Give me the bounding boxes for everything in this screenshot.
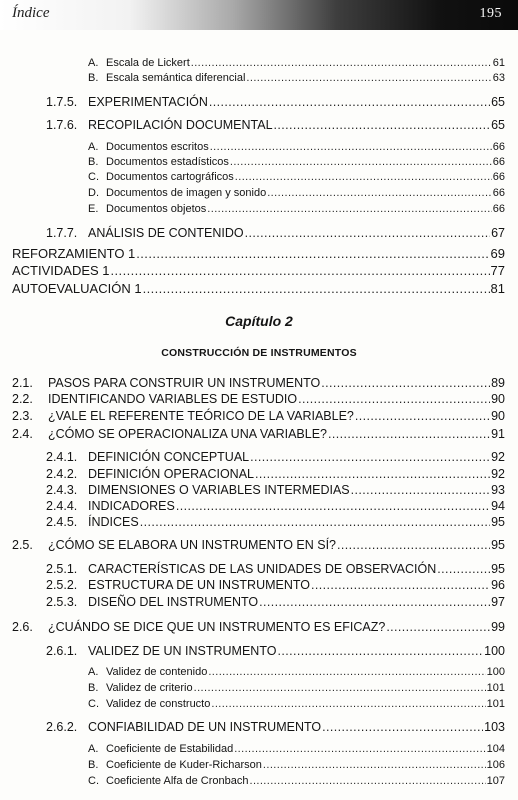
- page-header: [0, 0, 518, 30]
- toc-entry-title: Coeficiente Alfa de Cronbach: [106, 775, 249, 787]
- toc-entry-title: AUTOEVALUACIÓN 1: [12, 281, 142, 296]
- toc-entry-page: 63: [492, 72, 505, 84]
- toc-entry-page: 101: [486, 698, 505, 710]
- toc-entry-title: Escala semántica diferencial: [106, 72, 246, 84]
- toc-entry-title: Validez de constructo: [106, 698, 211, 710]
- toc-entry-page: 106: [486, 759, 505, 771]
- toc-entry-title: Validez de contenido: [106, 666, 208, 678]
- toc-entry-title: ¿VALE EL REFERENTE TEÓRICO DE LA VARIABLE?: [48, 409, 354, 423]
- toc-entry-number: B.: [88, 156, 99, 168]
- toc-entry-number: 1.7.5.: [46, 95, 78, 109]
- toc-entry-title: VALIDEZ DE UN INSTRUMENTO: [88, 644, 277, 658]
- toc-entry-page: 66: [492, 171, 505, 183]
- dot-leader: [211, 697, 485, 711]
- toc-entry-number: 2.5.: [12, 538, 33, 552]
- toc-entry: [88, 665, 505, 679]
- toc-entry-title: Validez de criterio: [106, 682, 193, 694]
- toc-entry: [88, 170, 505, 184]
- toc-entry-title: DEFINICIÓN CONCEPTUAL: [88, 450, 250, 464]
- toc-entry: [88, 774, 505, 788]
- dot-leader: [355, 408, 490, 424]
- dot-leader: [194, 681, 486, 695]
- toc-entry-page: 81: [490, 281, 505, 296]
- toc-entry-page: 66: [492, 203, 505, 215]
- dot-leader: [321, 375, 490, 391]
- dot-leader: [386, 619, 490, 635]
- toc-entry-title: CONFIABILIDAD DE UN INSTRUMENTO: [88, 720, 322, 734]
- toc-entry-page: 61: [492, 57, 505, 69]
- toc-entry: [46, 719, 505, 735]
- toc-entry-title: INDICADORES: [88, 499, 175, 513]
- toc-entry-page: 94: [491, 499, 505, 513]
- toc-entry-number: A.: [88, 57, 99, 69]
- toc-entry-title: ACTIVIDADES 1: [12, 263, 110, 278]
- toc-entry-title: ¿CÓMO SE OPERACIONALIZA UNA VARIABLE?: [48, 427, 328, 441]
- chapter-title: Capítulo 2: [225, 313, 293, 329]
- toc-entry: [12, 391, 505, 407]
- toc-entry-page: 100: [484, 644, 505, 658]
- header-title: Índice: [12, 5, 50, 21]
- toc-entry-page: 67: [491, 226, 505, 240]
- toc-entry: [46, 482, 505, 498]
- toc-entry: [88, 697, 505, 711]
- toc-entry: [88, 202, 505, 216]
- header-page-number: 195: [479, 6, 502, 21]
- toc-entry-title: Documentos cartográficos: [106, 171, 234, 183]
- toc-entry-title: DISEÑO DEL INSTRUMENTO: [88, 595, 259, 609]
- toc-entry-number: 2.6.2.: [46, 720, 78, 734]
- dot-leader: [111, 263, 490, 279]
- toc-entry-title: DEFINICIÓN OPERACIONAL: [88, 467, 254, 481]
- toc-entry-number: 2.4.4.: [46, 499, 78, 513]
- dot-leader: [249, 774, 485, 788]
- dot-leader: [255, 466, 490, 482]
- toc-entry-page: 97: [491, 595, 505, 609]
- toc-entry-page: 89: [491, 376, 505, 390]
- toc-entry: [88, 71, 505, 85]
- toc-entry-number: 2.4.5.: [46, 515, 78, 529]
- toc-entry: [46, 594, 505, 610]
- toc-entry-page: 104: [486, 743, 505, 755]
- toc-entry: [88, 758, 505, 772]
- toc-entry-page: 103: [484, 720, 505, 734]
- toc-entry: [46, 94, 505, 110]
- dot-leader: [311, 577, 490, 593]
- toc-entry-number: E.: [88, 203, 99, 215]
- dot-leader: [140, 514, 490, 530]
- dot-leader: [263, 758, 486, 772]
- toc-entry-page: 65: [491, 118, 505, 132]
- toc-entry-number: 2.2.: [12, 392, 33, 406]
- dot-leader: [298, 391, 490, 407]
- toc-entry: [46, 498, 505, 514]
- toc-entry-title: Documentos escritos: [106, 141, 209, 153]
- dot-leader: [230, 155, 492, 169]
- toc-entry-page: 107: [486, 775, 505, 787]
- toc-entry: [88, 155, 505, 169]
- dot-leader: [136, 246, 489, 262]
- toc-entry: [12, 408, 505, 424]
- dot-leader: [208, 665, 485, 679]
- toc-entry: [12, 537, 505, 553]
- dot-leader: [209, 94, 490, 110]
- dot-leader: [250, 449, 490, 465]
- toc-entry-title: PASOS PARA CONSTRUIR UN INSTRUMENTO: [48, 376, 321, 390]
- toc-entry-number: C.: [88, 775, 99, 787]
- toc-entry-page: 66: [492, 187, 505, 199]
- toc-entry-page: 100: [486, 666, 505, 678]
- dot-leader: [267, 186, 492, 200]
- toc-entry-number: 2.1.: [12, 376, 33, 390]
- toc-entry-title: EXPERIMENTACIÓN: [88, 95, 208, 109]
- toc-entry-number: 2.6.: [12, 620, 33, 634]
- toc-entry: [46, 117, 505, 133]
- toc-entry-page: 65: [491, 95, 505, 109]
- toc-entry-number: A.: [88, 141, 99, 153]
- toc-entry-number: 2.4.1.: [46, 450, 78, 464]
- toc-entry-page: 90: [491, 392, 505, 406]
- toc-entry-number: 2.4.3.: [46, 483, 78, 497]
- toc-entry-title: CARACTERÍSTICAS DE LAS UNIDADES DE OBSERVACIÓN: [88, 562, 437, 576]
- toc-entry-page: 91: [491, 427, 505, 441]
- dot-leader: [328, 426, 490, 442]
- dot-leader: [207, 202, 491, 216]
- toc-entry-number: 1.7.7.: [46, 226, 78, 240]
- toc-entry-page: 90: [491, 409, 505, 423]
- toc-entry-title: REFORZAMIENTO 1: [12, 246, 136, 261]
- toc-entry-page: 92: [491, 467, 505, 481]
- dot-leader: [234, 742, 485, 756]
- toc-entry-page: 95: [491, 562, 505, 576]
- toc-entry-page: 92: [491, 450, 505, 464]
- toc-entry-number: C.: [88, 698, 99, 710]
- toc-entry: [88, 186, 505, 200]
- dot-leader: [245, 225, 491, 241]
- toc-entry-title: Documentos estadísticos: [106, 156, 229, 168]
- toc-entry-page: 101: [486, 682, 505, 694]
- toc-entry-number: 1.7.6.: [46, 118, 78, 132]
- toc-entry-number: B.: [88, 759, 99, 771]
- dot-leader: [176, 498, 490, 514]
- chapter-subtitle: CONSTRUCCIÓN DE INSTRUMENTOS: [161, 347, 357, 359]
- dot-leader: [143, 281, 490, 297]
- toc-entry-title: ÍNDICES: [88, 515, 139, 529]
- toc-entry: [46, 449, 505, 465]
- dot-leader: [277, 643, 483, 659]
- toc-entry: [88, 742, 505, 756]
- toc-entry: [12, 426, 505, 442]
- toc-entry-number: 2.5.2.: [46, 578, 78, 592]
- toc-entry-number: 2.3.: [12, 409, 33, 423]
- toc-entry-number: D.: [88, 187, 99, 199]
- toc-entry-title: Documentos de imagen y sonido: [106, 187, 267, 199]
- toc-entry-title: Documentos objetos: [106, 203, 207, 215]
- toc-entry-page: 66: [492, 156, 505, 168]
- toc-entry-title: Escala de Lickert: [106, 57, 190, 69]
- toc-entry-title: ANÁLISIS DE CONTENIDO: [88, 226, 244, 240]
- toc-entry: [46, 643, 505, 659]
- toc-entry-title: RECOPILACIÓN DOCUMENTAL: [88, 118, 273, 132]
- dot-leader: [337, 537, 490, 553]
- toc-entry-page: 96: [491, 578, 505, 592]
- toc-entry-title: ¿CÓMO SE ELABORA UN INSTRUMENTO EN SÍ?: [48, 538, 337, 552]
- dot-leader: [191, 56, 492, 70]
- toc-entry-number: A.: [88, 666, 99, 678]
- toc-entry: [88, 681, 505, 695]
- toc-entry-number: B.: [88, 682, 99, 694]
- toc-entry: [12, 246, 505, 262]
- toc-entry-page: 69: [490, 246, 505, 261]
- toc-entry-page: 95: [491, 538, 505, 552]
- toc-entry: [12, 375, 505, 391]
- toc-entry-page: 66: [492, 141, 505, 153]
- dot-leader: [322, 719, 483, 735]
- toc-entry: [88, 140, 505, 154]
- toc-entry-title: DIMENSIONES O VARIABLES INTERMEDIAS: [88, 483, 350, 497]
- toc-entry: [46, 225, 505, 241]
- dot-leader: [274, 117, 491, 133]
- toc-entry-title: Coeficiente de Kuder-Richarson: [106, 759, 262, 771]
- toc-entry: [46, 466, 505, 482]
- toc-entry: [46, 577, 505, 593]
- toc-entry: [88, 56, 505, 70]
- toc-entry-page: 93: [491, 483, 505, 497]
- toc-entry-number: 2.4.: [12, 427, 33, 441]
- toc-entry-page: 77: [490, 263, 505, 278]
- dot-leader: [235, 170, 492, 184]
- toc-entry-title: Coeficiente de Estabilidad: [106, 743, 234, 755]
- dot-leader: [210, 140, 492, 154]
- toc-entry: [46, 561, 505, 577]
- dot-leader: [259, 594, 490, 610]
- toc-entry-number: 2.4.2.: [46, 467, 78, 481]
- toc-entry-title: IDENTIFICANDO VARIABLES DE ESTUDIO: [48, 392, 298, 406]
- toc-entry-title: ¿CUÁNDO SE DICE QUE UN INSTRUMENTO ES EFICAZ?: [48, 620, 386, 634]
- dot-leader: [246, 71, 491, 85]
- dot-leader: [351, 482, 490, 498]
- toc-entry-number: 2.5.1.: [46, 562, 78, 576]
- toc-entry-number: B.: [88, 72, 99, 84]
- toc-entry: [12, 281, 505, 297]
- toc-entry: [12, 263, 505, 279]
- toc-entry-number: C.: [88, 171, 99, 183]
- toc-entry: [46, 514, 505, 530]
- toc-entry-number: 2.6.1.: [46, 644, 78, 658]
- toc-entry-title: ESTRUCTURA DE UN INSTRUMENTO: [88, 578, 311, 592]
- toc-entry: [12, 619, 505, 635]
- toc-entry-number: 2.5.3.: [46, 595, 78, 609]
- toc-entry-page: 99: [491, 620, 505, 634]
- toc-entry-number: A.: [88, 743, 99, 755]
- toc-entry-page: 95: [491, 515, 505, 529]
- dot-leader: [437, 561, 490, 577]
